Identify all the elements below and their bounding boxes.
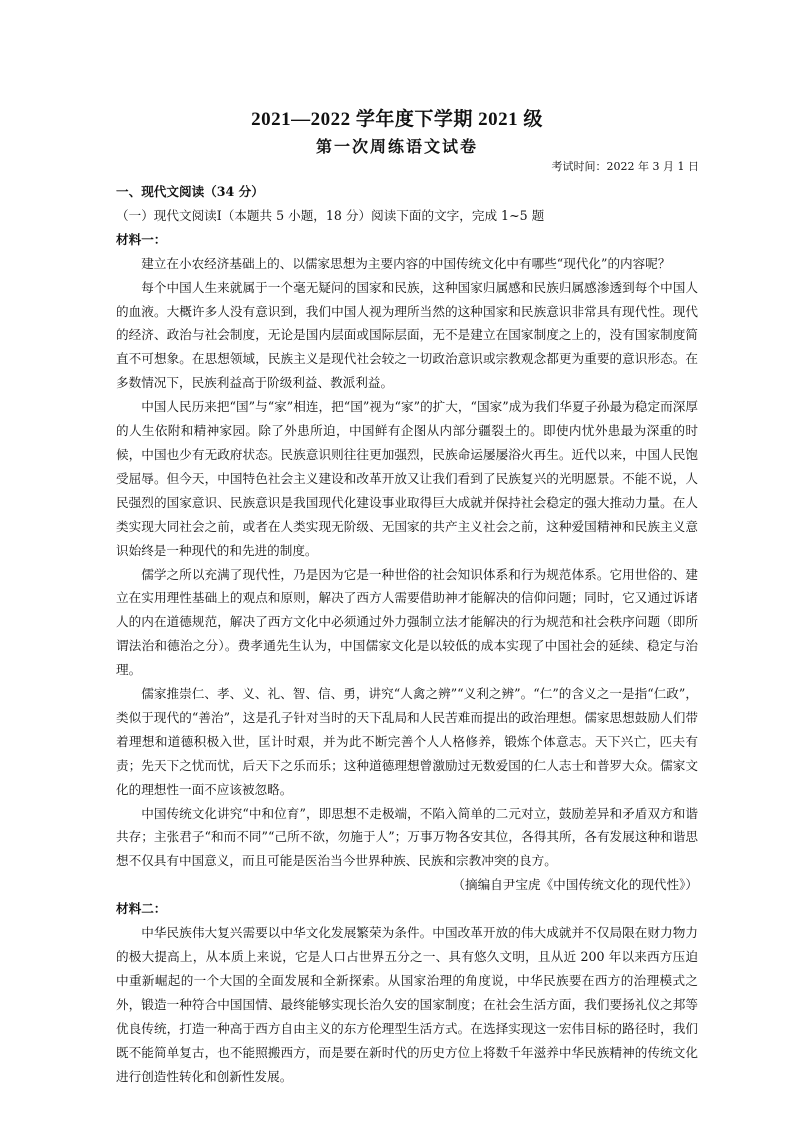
material2-label: 材料二： <box>116 901 167 917</box>
material1-paragraph: 中国传统文化讲究“中和位育”，即思想不走极端，不陷入简单的二元对立，鼓励差异和矛盾双方和谐共存；主张君子“和而不同”“己所不欲，勿施于人”；万事万物各安其位，各得其所，各有发展这种和谐思想不仅具有中国意义，而且可能是医治当今世界种族、民族和宗教冲突的良方。 <box>116 805 698 869</box>
exam-body <box>116 180 698 1088</box>
material1-paragraph: 建立在小农经济基础上的、以儒家思想为主要内容的中国传统文化中有哪些“现代化”的内容呢？ <box>141 255 671 271</box>
section-heading: 一、现代文阅读（34 分） <box>116 184 264 199</box>
material1-paragraph: 每个中国人生来就属于一个毫无疑问的国家和民族，这种国家归属感和民族归属感渗透到每个中国人的血液。大概许多人没有意识到，我们中国人视为理所当然的这种国家和民族意识非常具有现代性。现代的经济、政治与社会制度，无论是国内层面或国际层面，无不是建立在国家制度之上的，没有国家制度简直不可想象。在思想领域，民族主义是现代社会较之一切政治意识或宗教观念都更为重要的意识形态。在多数情况下，民族利益高于阶级利益、教派利益。 <box>116 279 698 391</box>
exam-title: 2021—2022 学年度下学期 2021 级 <box>251 109 543 130</box>
material1-label: 材料一： <box>116 231 167 247</box>
exam-subtitle: 第一次周练语文试卷 <box>315 137 478 156</box>
material1-paragraph: 儒家推崇仁、孝、义、礼、智、信、勇，讲究“人禽之辨”“义利之辨”。“仁”的含义之一是指“仁政”，类似于现代的“善治”，这是孔子针对当时的天下乱局和人民苦难而提出的政治理想。儒家思想鼓励人们带着理想和道德积极入世，匡计时艰，并为此不断完善个人人格修养，锻炼个体意志。天下兴亡，匹夫有责；先天下之忧而忧，后天下之乐而乐；这种道德理想曾激励过无数爱国的仁人志士和普罗大众。儒家文化的理想性一面不应该被忽略。 <box>116 686 698 797</box>
section-instruction: （一）现代文阅读Ⅰ（本题共 5 小题，18 分）阅读下面的文字，完成 1~5 题 <box>116 207 545 223</box>
material1-paragraph: 儒学之所以充满了现代性，乃是因为它是一种世俗的社会知识体系和行为规范体系。它用世俗的、建立在实用理性基础上的观点和原则，解决了西方人需要借助神才能解决的信仰问题；同时，它又通过诉诸人的内在道德规范，解决了西方文化中必须通过外力强制立法才能解决的行为规范和社会秩序问题（即所谓法治和德治之分）。费孝通先生认为，中国儒家文化是以较低的成本实现了中国社会的延续、稳定与治理。 <box>116 566 698 678</box>
material1-source: （摘编自尹宝虎《中国传统文化的现代性》） <box>452 877 698 893</box>
exam-time: 考试时间：2022 年 3 月 1 日 <box>551 160 699 173</box>
material1-paragraph: 中国人民历来把“国”与“家”相连，把“国”视为“家”的扩大，“国家”成为我们华夏子孙最为稳定而深厚的人生依附和精神家园。除了外患所迫，中国鲜有企图从内部分疆裂土的。即使内忧外患最为深重的时候，中国也少有无政府状态。民族意识则往往更加强烈，民族命运屡屡浴火再生。近代以来，中国人民饱受屈辱。但今天，中国特色社会主义建设和改革开放又让我们看到了民族复兴的光明愿景。不能不说，人民强烈的国家意识、民族意识是我国现代化建设事业取得巨大成就并保持社会稳定的强大推动力量。在人类实现大同社会之前，或者在人类实现无阶级、无国家的共产主义社会之前，这种爱国精神和民族主义意识始终是一种现代的和先进的制度。 <box>116 399 698 558</box>
material2-paragraph: 中华民族伟大复兴需要以中华文化发展繁荣为条件。中国改革开放的伟大成就并不仅局限在财力物力的极大提高上，从本质上来说，它是人口占世界五分之一、具有悠久文明，且从近 200 年以来西方压迫中重新崛起的一个大国的全面发展和全新探索。从国家治理的角度说，中华民族要在西方的治理模式之外，锻造一种符合中国国情、最终能够实现长治久安的国家制度；在社会生活方面，我们要扬礼仪之邦等优良传统，打造一种高于西方自由主义的东方伦理型生活方式。在选择实现这一宏伟目标的路径时，我们既不能简单复古，也不能照搬西方，而是要在新时代的历史方位上将数千年滋养中华民族精神的传统文化进行创造性转化和创新性发展。 <box>116 925 698 1084</box>
